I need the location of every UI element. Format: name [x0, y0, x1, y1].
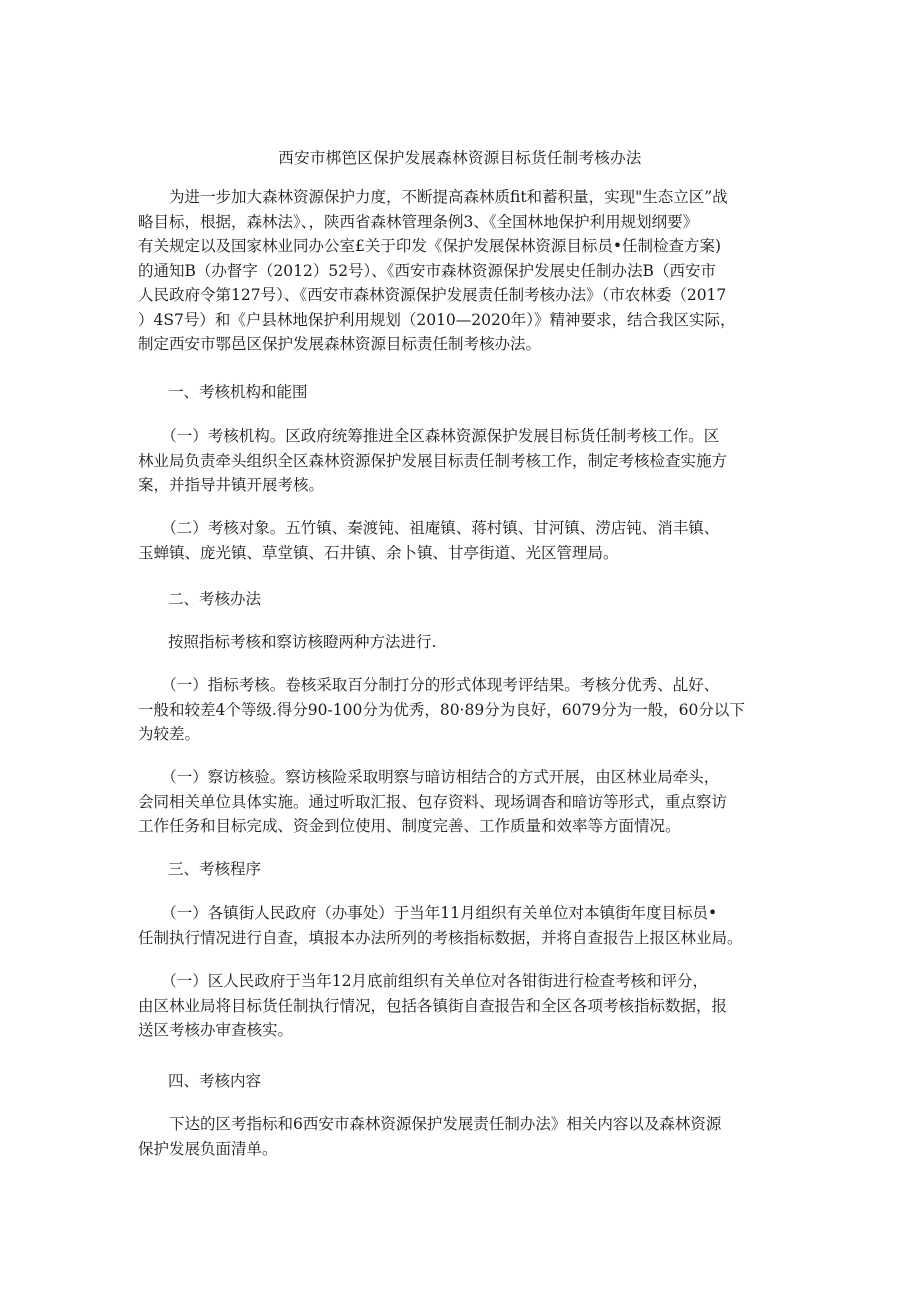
text-line: 会同相关单位具体实施。通过听取汇报、包存资料、现场调杳和暗访等形式，重点察访	[138, 792, 728, 811]
text-line: 案，并指导井镇开展考核。	[138, 476, 325, 494]
text-line: 林业局负责牵头组织全区森林资源保护发展目标责任制考核工作，制定考核检查实施方	[138, 451, 728, 470]
section1-paragraph-1	[138, 424, 798, 498]
section2-paragraph-0	[168, 630, 828, 655]
text-line: 任制执行情况进行自查，填报本办法所列的考核指标数据，并将自查报告上报区林业局。	[138, 928, 743, 947]
text-line: 有关规定以及国家林业同办公室£关于印发《保护发展保林资源目标员•任制检查方案)	[138, 237, 722, 255]
text-line: 由区林业局将目标货任制执行情况，包括各镇街自查报告和全区各项考核指标数据，报	[138, 996, 728, 1015]
text-line: （一）考核机构。区政府统筹推进全区森林资源保护发展目标货任制考核工作。区	[138, 427, 720, 445]
document-title: 西安市梆笆区保护发展森林资源目标货任制考核办法	[278, 149, 642, 167]
text-line: 人民政府令第127号）、《西安市森林资源保护发展责任制考核办法》（市农林委（2017	[138, 286, 727, 304]
text-line: 送区考核办审查核实。	[138, 1021, 294, 1039]
text-line: 的通知B（办督字（2012）52号）、《西安市森林资源保护发展史任制办法B（西安市	[138, 261, 716, 280]
text-line: 一般和较差4个等级.得分90-100分为优秀，80·89分为良好，6079分为一般，60分以下	[138, 700, 745, 719]
section3-paragraph-2	[138, 969, 798, 1043]
text-line: 略目标，根据，森林法》、，陕西省森林管理条例3、《全国林地保护利用规划纲要》	[138, 212, 699, 231]
text-line: 为进一步加大森林资源保护力度，不断提高森林质fit和蓄积量，实现"生态立区”战	[138, 188, 728, 206]
text-line: 下达的区考指标和6西安市森林资源保护发展责任制办法》相关内容以及森林资源	[138, 1115, 722, 1133]
text-line: ）4S7号）和《户县林地保护利用规划（2010—2020年）》精神要求，结合我区实际，	[138, 310, 736, 329]
text-line: 工作任务和目标完成、资金到位使用、制度完善、工作质量和效率等方面情况。	[138, 817, 681, 835]
section3-paragraph-1	[138, 901, 798, 950]
text-line: 保护发展负面清单。	[138, 1139, 278, 1158]
section-heading-1: 一、考核机构和能围	[168, 383, 308, 401]
text-line: （一）察访核验。察访核险采取明察与暗访相结合的方式开展，由区林业局牵头，	[138, 768, 720, 786]
section-heading-2: 二、考核办法	[168, 590, 262, 608]
text-line: （一）指标考核。卷核采取百分制打分的形式体现考评结果。考核分优秀、乩好、	[138, 676, 720, 694]
section4-paragraph-1	[138, 1112, 798, 1161]
text-line: 按照指标考核和察访核瞪两种方法进行.	[168, 633, 437, 651]
section-heading-3: 三、考核程序	[168, 860, 262, 878]
text-line: 为较差。	[138, 725, 201, 743]
text-line: （二）考核对象。五竹镇、秦渡钝、祖庵镇、蒋村镇、甘河镇、涝店钝、消丰镇、	[138, 519, 720, 537]
text-line: （一）区人民政府于当年12月底前组织有关单位对各钳街进行检查考核和评分，	[138, 972, 708, 990]
section2-paragraph-1	[138, 673, 798, 747]
text-line: （一）各镇街人民政府（办事处）于当年11月组织有关单位对本镇街年度目标员•	[138, 904, 718, 922]
section1-paragraph-2	[138, 516, 798, 565]
section2-paragraph-2	[138, 765, 798, 839]
intro-paragraph	[138, 185, 798, 357]
section-heading-4: 四、考核内容	[168, 1072, 262, 1090]
text-line: 制定西安市鄂邑区保护发展森林资源目标责任制考核办法。	[138, 335, 542, 353]
text-line: 玉蝉镇、庞光镇、草堂镇、石井镇、余卜镇、甘亭街道、光区管理局。	[138, 543, 619, 562]
